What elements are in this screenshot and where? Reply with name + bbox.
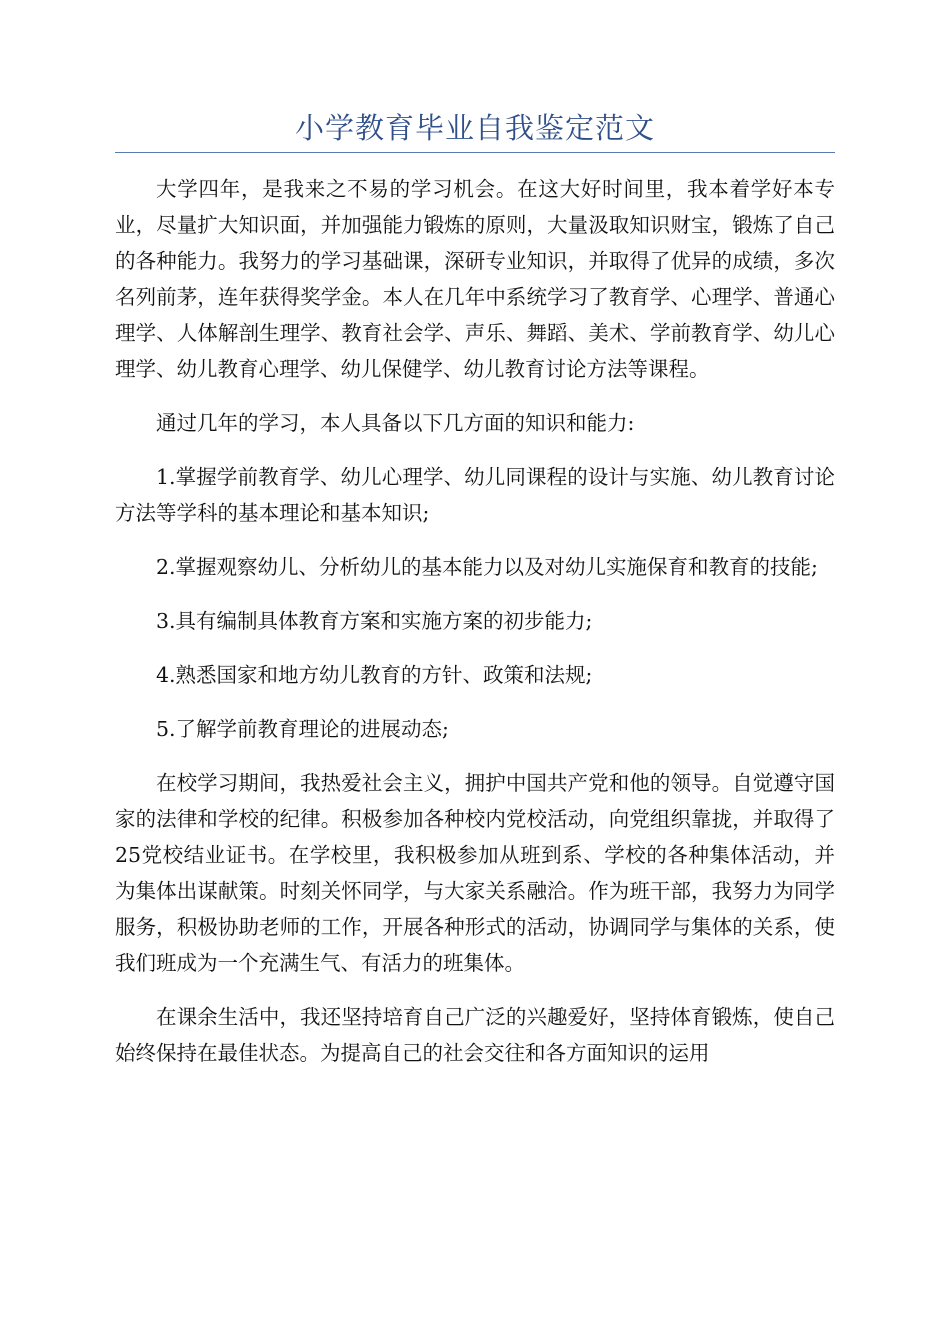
paragraph-item-4: 4.熟悉国家和地方幼儿教育的方针、政策和法规; [156,663,593,687]
paragraph-extracurricular: 在课余生活中，我还坚持培育自己广泛的兴趣爱好，坚持体育锻炼，使自己始终保持在最佳状态。为提高自己的社会交往和各方面知识的运用 [115,1005,835,1065]
paragraph-item-5: 5.了解学前教育理论的进展动态; [156,717,449,741]
document-page [115,108,835,1089]
paragraph-abilities-lead: 通过几年的学习，本人具备以下几方面的知识和能力: [156,411,635,435]
paragraph-item-2: 2.掌握观察幼儿、分析幼儿的基本能力以及对幼儿实施保育和教育的技能; [156,555,818,579]
document-title: 小学教育毕业自我鉴定范文 [115,108,835,153]
paragraph-intro: 大学四年，是我来之不易的学习机会。在这大好时间里，我本着学好本专业，尽量扩大知识面，并加强能力锻炼的原则，大量汲取知识财宝，锻炼了自己的各种能力。我努力的学习基础课，深研专业知识，并取得了优异的成绩，多次名列前茅，连年获得奖学金。本人在几年中系统学习了教育学、心理学、普通心理学、人体解剖生理学、教育社会学、声乐、舞蹈、美术、学前教育学、幼儿心理学、幼儿教育心理学、幼儿保健学、幼儿教育讨论方法等课程。 [115,177,835,381]
paragraph-item-1: 1.掌握学前教育学、幼儿心理学、幼儿同课程的设计与实施、幼儿教育讨论方法等学科的基本理论和基本知识; [115,465,835,525]
paragraph-school-life: 在校学习期间，我热爱社会主义，拥护中国共产党和他的领导。自觉遵守国家的法律和学校的纪律。积极参加各种校内党校活动，向党组织靠拢，并取得了25党校结业证书。在学校里，我积极参加从班到系、学校的各种集体活动，并为集体出谋献策。时刻关怀同学，与大家关系融洽。作为班干部，我努力为同学服务，积极协助老师的工作，开展各种形式的活动，协调同学与集体的关系，使我们班成为一个充满生气、有活力的班集体。 [115,771,835,975]
paragraph-item-3: 3.具有编制具体教育方案和实施方案的初步能力; [156,609,593,633]
